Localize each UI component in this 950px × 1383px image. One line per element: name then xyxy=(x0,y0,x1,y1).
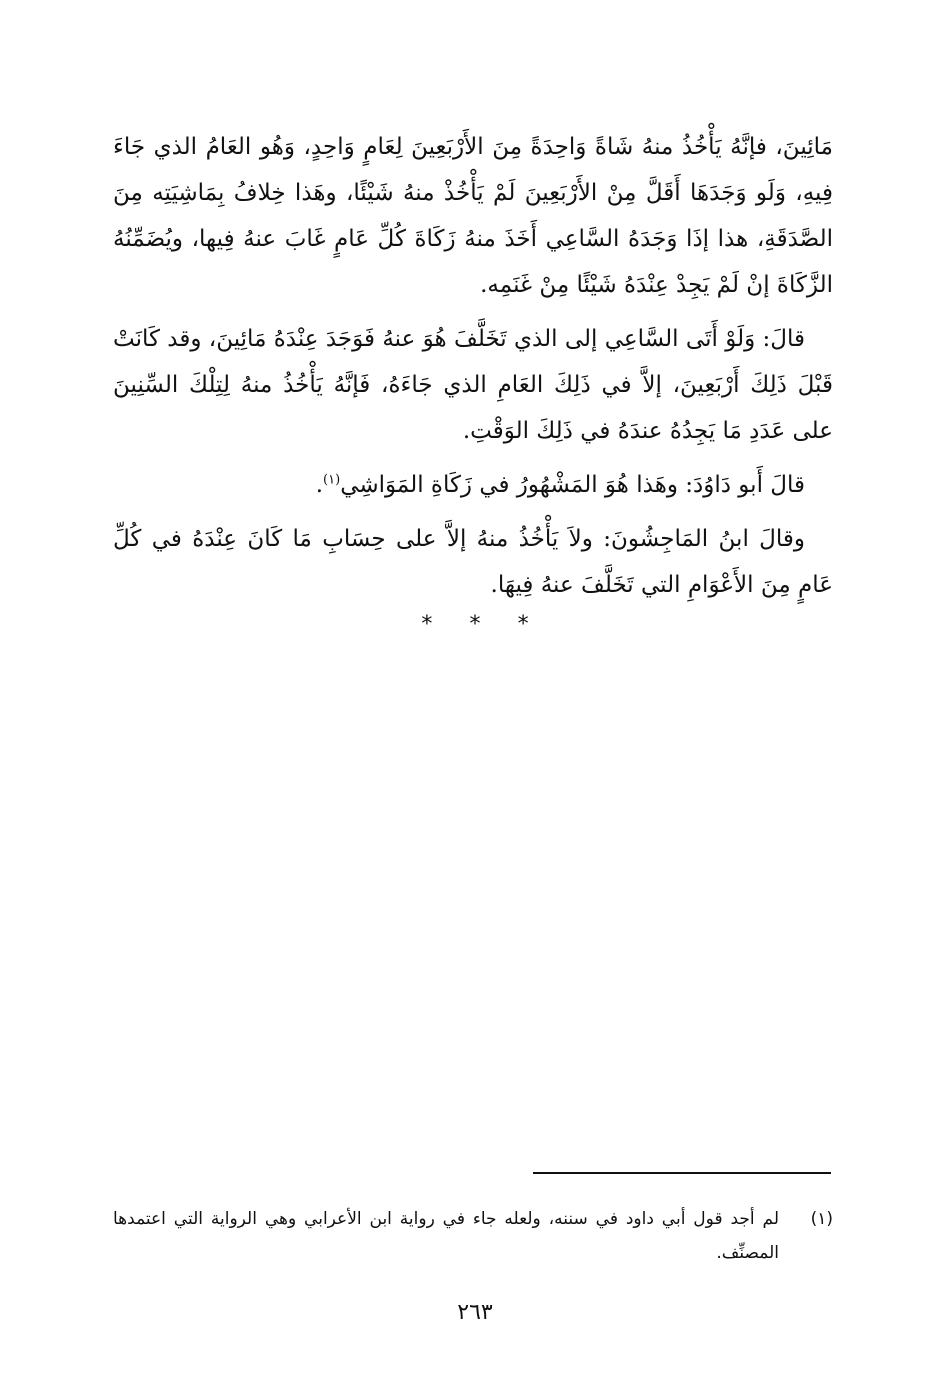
paragraph-2 xyxy=(113,316,833,454)
separator-asterisk: * xyxy=(469,612,481,637)
paragraph-3-text: قالَ أَبو دَاوُدَ: وهَذا هُوَ المَشْهُورُ في زَكَاةِ المَوَاشِي xyxy=(340,472,805,498)
paragraph-3 xyxy=(113,462,833,508)
paragraph-3-end: . xyxy=(315,472,324,498)
footnote-text: لم أجد قول أبي داود في سننه، ولعله جاء في رواية ابن الأعرابي وهي الرواية التي اعتمدها المصنِّف. xyxy=(113,1209,779,1263)
paragraph-1 xyxy=(113,124,833,308)
footnote-divider xyxy=(533,1172,831,1174)
separator-asterisk: * xyxy=(517,612,529,637)
separator-asterisk: * xyxy=(421,612,433,637)
footnote-reference[interactable]: (١) xyxy=(323,472,341,488)
page-number: ٢٦٣ xyxy=(457,1300,493,1325)
paragraph-4 xyxy=(113,516,833,608)
paragraph-2-text: قالَ: وَلَوْ أَتَى السَّاعِي إلى الذي تَخَلَّفَ هُوَ عنهُ فَوَجَدَ عِنْدَهُ مَائِينَ، وقد كَانَتْ قَبْلَ ذَلِكَ أَرْبَعِينَ، إلاَّ في ذَلِكَ العَامِ الذي جَاءَهُ، فَإنَّهُ يَأْخُذُ منهُ لِتِلْكَ السِّنِينَ على عَدَدِ مَا يَجِدُهُ عندَهُ في ذَلِكَ الوَقْتِ. xyxy=(113,326,833,444)
main-text-block xyxy=(113,124,833,608)
paragraph-1-text: مَائِينَ، فإنَّهُ يَأْخُذُ منهُ شَاةً وَاحِدَةً مِنَ الأَرْبَعِينَ لِعَامٍ وَاحِدٍ، وَهُو العَامُ الذي جَاءَ فِيهِ، وَلَو وَجَدَهَا أَقَلَّ مِنْ الأَرْبَعِينَ لَمْ يَأْخُذْ منهُ شَيْئًا، وهَذا خِلافُ بِمَاشِيَتِه مِنَ الصَّدَقَةِ، هذا إذَا وَجَدَهُ السَّاعِي أَخَذَ منهُ زَكَاةَ كُلِّ عَامٍ غَابَ عنهُ فِيها، ويُضَمِّنُهُ الزَّكَاةَ إنْ لَمْ يَجِدْ عِنْدَهُ شَيْئًا مِنْ غَنَمِه. xyxy=(113,134,833,298)
footnote-item xyxy=(113,1202,833,1270)
footnotes-section xyxy=(113,1202,833,1270)
section-separator xyxy=(0,612,950,637)
paragraph-4-text: وقالَ ابنُ المَاجِشُونَ: ولاَ يَأْخُذُ منهُ إلاَّ على حِسَابِ مَا كَانَ عِنْدَهُ في كُلِّ عَامٍ مِنَ الأَعْوَامِ التي تَخَلَّفَ عنهُ فِيهَا. xyxy=(113,526,833,598)
footnote-number: (١) xyxy=(810,1209,833,1229)
